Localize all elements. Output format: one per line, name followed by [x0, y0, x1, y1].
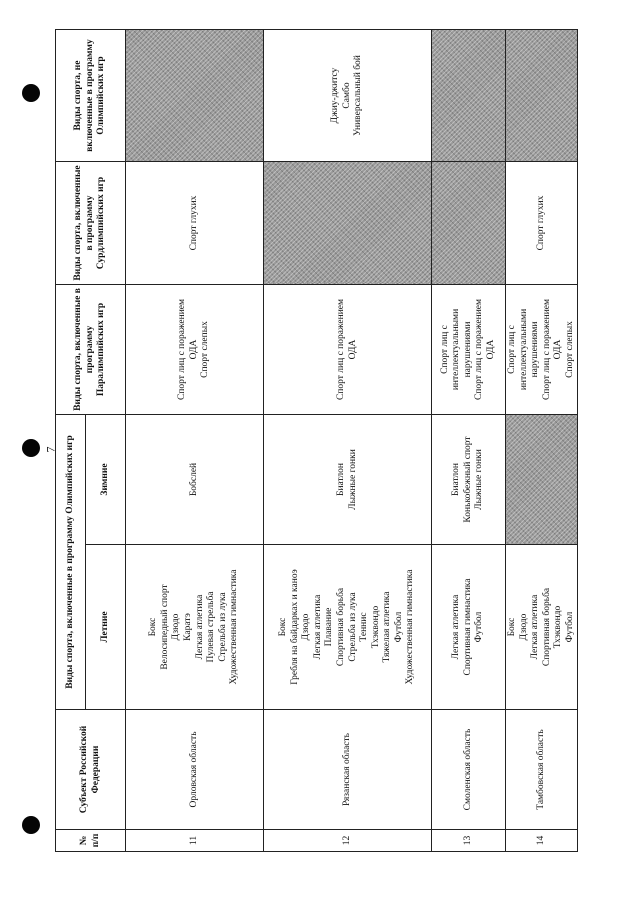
cell-non-olympic	[432, 30, 506, 162]
cell-summer	[264, 545, 432, 710]
cell-line: Лыжные гонки	[347, 449, 358, 510]
table-row	[126, 30, 264, 852]
cell-line: Бокс	[278, 617, 289, 637]
cell-line: Художественная гимнастика	[405, 569, 416, 685]
cell-line: Тяжелая атлетика	[382, 591, 393, 663]
cell-line: Футбол	[474, 611, 485, 643]
cell-line: Конькобежный спорт	[462, 436, 473, 523]
cell-line: Спорт лиц с	[439, 325, 450, 374]
sports-table	[55, 29, 578, 852]
cell-line: Бобслей	[188, 462, 199, 497]
cell-paralympic	[432, 285, 506, 415]
cell-deaflympic	[432, 162, 506, 285]
cell-line: Стрельба из лука	[217, 592, 228, 662]
cell-line: Спорт слепых	[564, 321, 575, 378]
header-non-olympic: Виды спорта, не включенные в программу Олимпийских игр	[56, 30, 126, 162]
page-number: 7	[43, 446, 58, 453]
cell-line: ОДА	[188, 339, 199, 360]
row-subject: Смоленская область	[432, 710, 506, 830]
row-subject: Рязанская область	[264, 710, 432, 830]
row-number: 12	[264, 830, 432, 852]
cell-winter	[264, 415, 432, 545]
cell-line: Дзюдо	[171, 613, 182, 641]
cell-paralympic	[126, 285, 264, 415]
cell-line: нарушениями	[462, 321, 473, 378]
cell-line: Футбол	[564, 611, 575, 643]
cell-line: Каратэ	[182, 613, 193, 641]
punch-hole	[22, 816, 40, 834]
cell-line: Спорт лиц с поражением	[474, 298, 485, 401]
header-paralympic: Виды спорта, включенные в программу Паралимпийских игр	[56, 285, 126, 415]
cell-line: Легкая атлетика	[451, 594, 462, 660]
cell-line: интеллектуальными	[518, 308, 529, 391]
cell-line: Футбол	[393, 611, 404, 643]
cell-paralympic	[506, 285, 578, 415]
table-row	[432, 30, 506, 852]
cell-line: Джиу-джитсу	[330, 67, 341, 124]
cell-line: Пулевая стрельба	[206, 591, 217, 663]
cell-line: Спорт слепых	[200, 321, 211, 378]
punch-hole	[22, 84, 40, 102]
cell-deaflympic	[264, 162, 432, 285]
cell-paralympic	[264, 285, 432, 415]
cell-line: Тхэквондо	[370, 605, 381, 649]
rotated-table-sheet	[55, 30, 575, 852]
cell-line: Велосипедный спорт	[159, 584, 170, 670]
cell-line: Легкая атлетика	[530, 594, 541, 660]
cell-line: Универсальный бой	[353, 55, 364, 136]
header-winter: Зимние	[86, 415, 126, 545]
cell-line: Тхэквондо	[553, 605, 564, 649]
cell-line: Дзюдо	[518, 613, 529, 641]
table-row	[264, 30, 432, 852]
cell-line: Дзюдо	[301, 613, 312, 641]
row-subject: Орловская область	[126, 710, 264, 830]
cell-line: ОДА	[485, 339, 496, 360]
header-num: № п/п	[56, 830, 126, 852]
cell-line: Художественная гимнастика	[229, 569, 240, 685]
cell-line: Теннис	[359, 612, 370, 642]
cell-line: Легкая атлетика	[194, 594, 205, 660]
cell-line: интеллектуальными	[451, 308, 462, 391]
cell-line: Спорт лиц с поражением	[541, 298, 552, 401]
cell-line: Гребля на байдарках и каноэ	[289, 569, 300, 685]
cell-line: Бокс	[148, 617, 159, 637]
cell-line: Лыжные гонки	[474, 449, 485, 510]
cell-line: Спорт лиц с	[507, 325, 517, 374]
cell-line: Спорт глухих	[188, 195, 199, 251]
cell-line: Биатлон	[335, 463, 346, 496]
cell-summer	[432, 545, 506, 710]
row-subject: Тамбовская область	[506, 710, 578, 830]
cell-line: Спортивная борьба	[335, 587, 346, 667]
cell-line: Стрельба из лука	[347, 592, 358, 662]
cell-line: Спорт глухих	[535, 195, 546, 251]
cell-line: Спорт лиц с поражением	[335, 298, 346, 401]
cell-winter	[506, 415, 578, 545]
cell-non-olympic	[506, 30, 578, 162]
cell-non-olympic	[126, 30, 264, 162]
cell-line: Бокс	[507, 617, 517, 637]
header-deaflympic: Виды спорта, включенные в программу Сурдлимпийских игр	[56, 162, 126, 285]
cell-line: Самбо	[341, 82, 352, 109]
row-number: 13	[432, 830, 506, 852]
cell-line: Плавание	[324, 607, 335, 647]
cell-line: Спортивная борьба	[541, 587, 552, 667]
cell-summer	[506, 545, 578, 710]
header-summer: Летние	[86, 545, 126, 710]
row-number: 11	[126, 830, 264, 852]
cell-line: ОДА	[347, 339, 358, 360]
cell-line: Спорт лиц с поражением	[177, 298, 188, 401]
cell-line: Легкая атлетика	[312, 594, 323, 660]
cell-non-olympic	[264, 30, 432, 162]
header-subject: Субъект Российской Федерации	[56, 710, 126, 830]
cell-summer	[126, 545, 264, 710]
punch-hole	[22, 439, 40, 457]
cell-winter	[432, 415, 506, 545]
table-row	[506, 30, 578, 852]
cell-line: ОДА	[553, 339, 564, 360]
header-olympic: Виды спорта, включенные в программу Олимпийских игр	[56, 415, 86, 710]
row-number: 14	[506, 830, 578, 852]
cell-winter	[126, 415, 264, 545]
cell-line: Спортивная гимнастика	[462, 578, 473, 676]
cell-deaflympic	[126, 162, 264, 285]
cell-deaflympic	[506, 162, 578, 285]
cell-line: Биатлон	[451, 463, 462, 496]
cell-line: нарушениями	[530, 321, 541, 378]
